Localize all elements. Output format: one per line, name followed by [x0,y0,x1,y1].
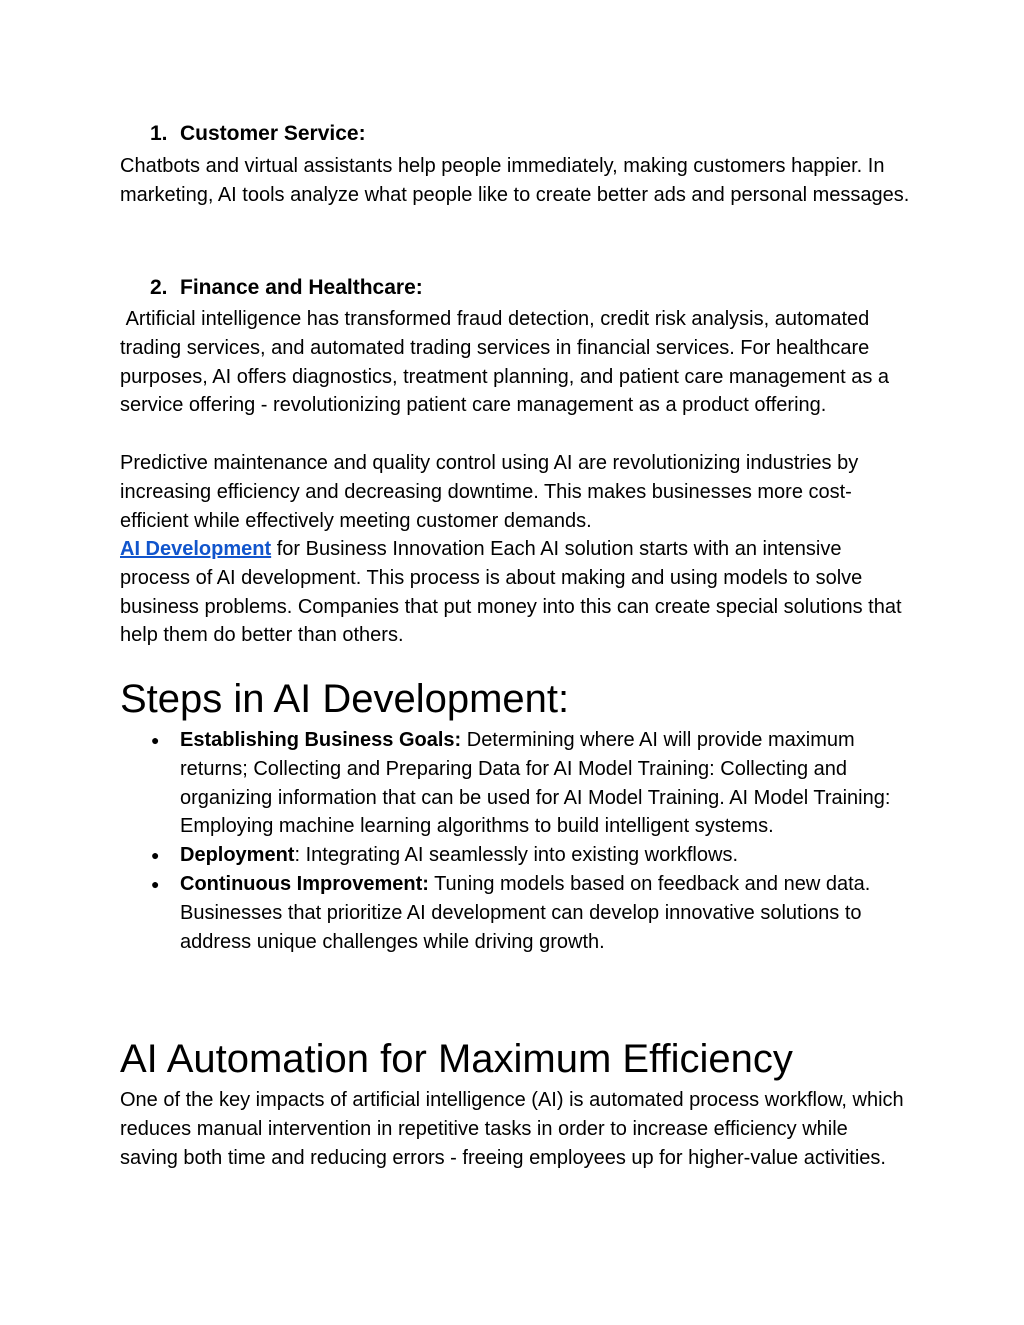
step-label: Deployment [180,844,295,867]
list-item [120,726,910,841]
heading-text: Customer Service: [180,122,366,145]
steps-list [120,726,910,956]
bullet-icon: ● [151,847,160,864]
section-heading-finance-healthcare [150,274,423,302]
steps-heading: Steps in AI Development: [120,677,570,721]
step-text: Tuning models based on feedback and new data. Businesses that prioritize AI development can develop innovative solutions to address unique challenges while driving growth. [180,872,871,953]
step-label: Establishing Business Goals: [180,729,462,751]
section-heading-customer-service [150,120,366,148]
bullet-icon: ● [151,732,160,748]
list-item [120,841,910,870]
customer-service-paragraph: Chatbots and virtual assistants help people immediately, making customers happier. In marketing, AI tools analyze what people like to create better ads and personal messages. [120,155,910,206]
ai-development-link[interactable]: AI Development [120,538,272,560]
step-text: : Integrating AI seamlessly into existing workflows. [294,844,738,867]
list-item [120,870,910,956]
automation-heading: AI Automation for Maximum Efficiency [120,1037,793,1081]
step-text: Determining where AI will provide maximum returns; Collecting and Preparing Data for AI Model Training: Collecting and organizing information that can be used for AI Model Training. AI Model Training: Employing machine learning algorithms to build intelligent systems. [180,729,891,838]
ai-development-paragraph [120,535,910,650]
finance-healthcare-paragraph: Artificial intelligence has transformed fraud detection, credit risk analysis, automated trading services, and automated trading services in financial services. For healthcare purposes, AI offers diagnostics, treatment planning, and patient care management as a service offering - revolutionizing patient care management as a product offering. [120,308,895,417]
automation-paragraph: One of the key impacts of artificial intelligence (AI) is automated process workflow, which reduces manual intervention in repetitive tasks in order to increase efficiency while saving both time and reducing errors - freeing employees up for higher-value activities. [120,1089,904,1169]
ai-development-paragraph-text: for Business Innovation Each AI solution starts with an intensive process of AI development. This process is about making and using models to solve business problems. Companies that put money into this can create special solutions that help them do better than others. [120,538,902,647]
step-label: Continuous Improvement: [180,872,429,895]
heading-text: Finance and Healthcare: [180,276,423,299]
list-number: 1. [150,122,168,145]
bullet-icon: ● [151,875,160,892]
list-number: 2. [150,276,168,299]
predictive-maintenance-paragraph: Predictive maintenance and quality control using AI are revolutionizing industries by increasing efficiency and decreasing downtime. This makes businesses more cost-efficient while effectively meeting customer demands. [120,452,859,532]
